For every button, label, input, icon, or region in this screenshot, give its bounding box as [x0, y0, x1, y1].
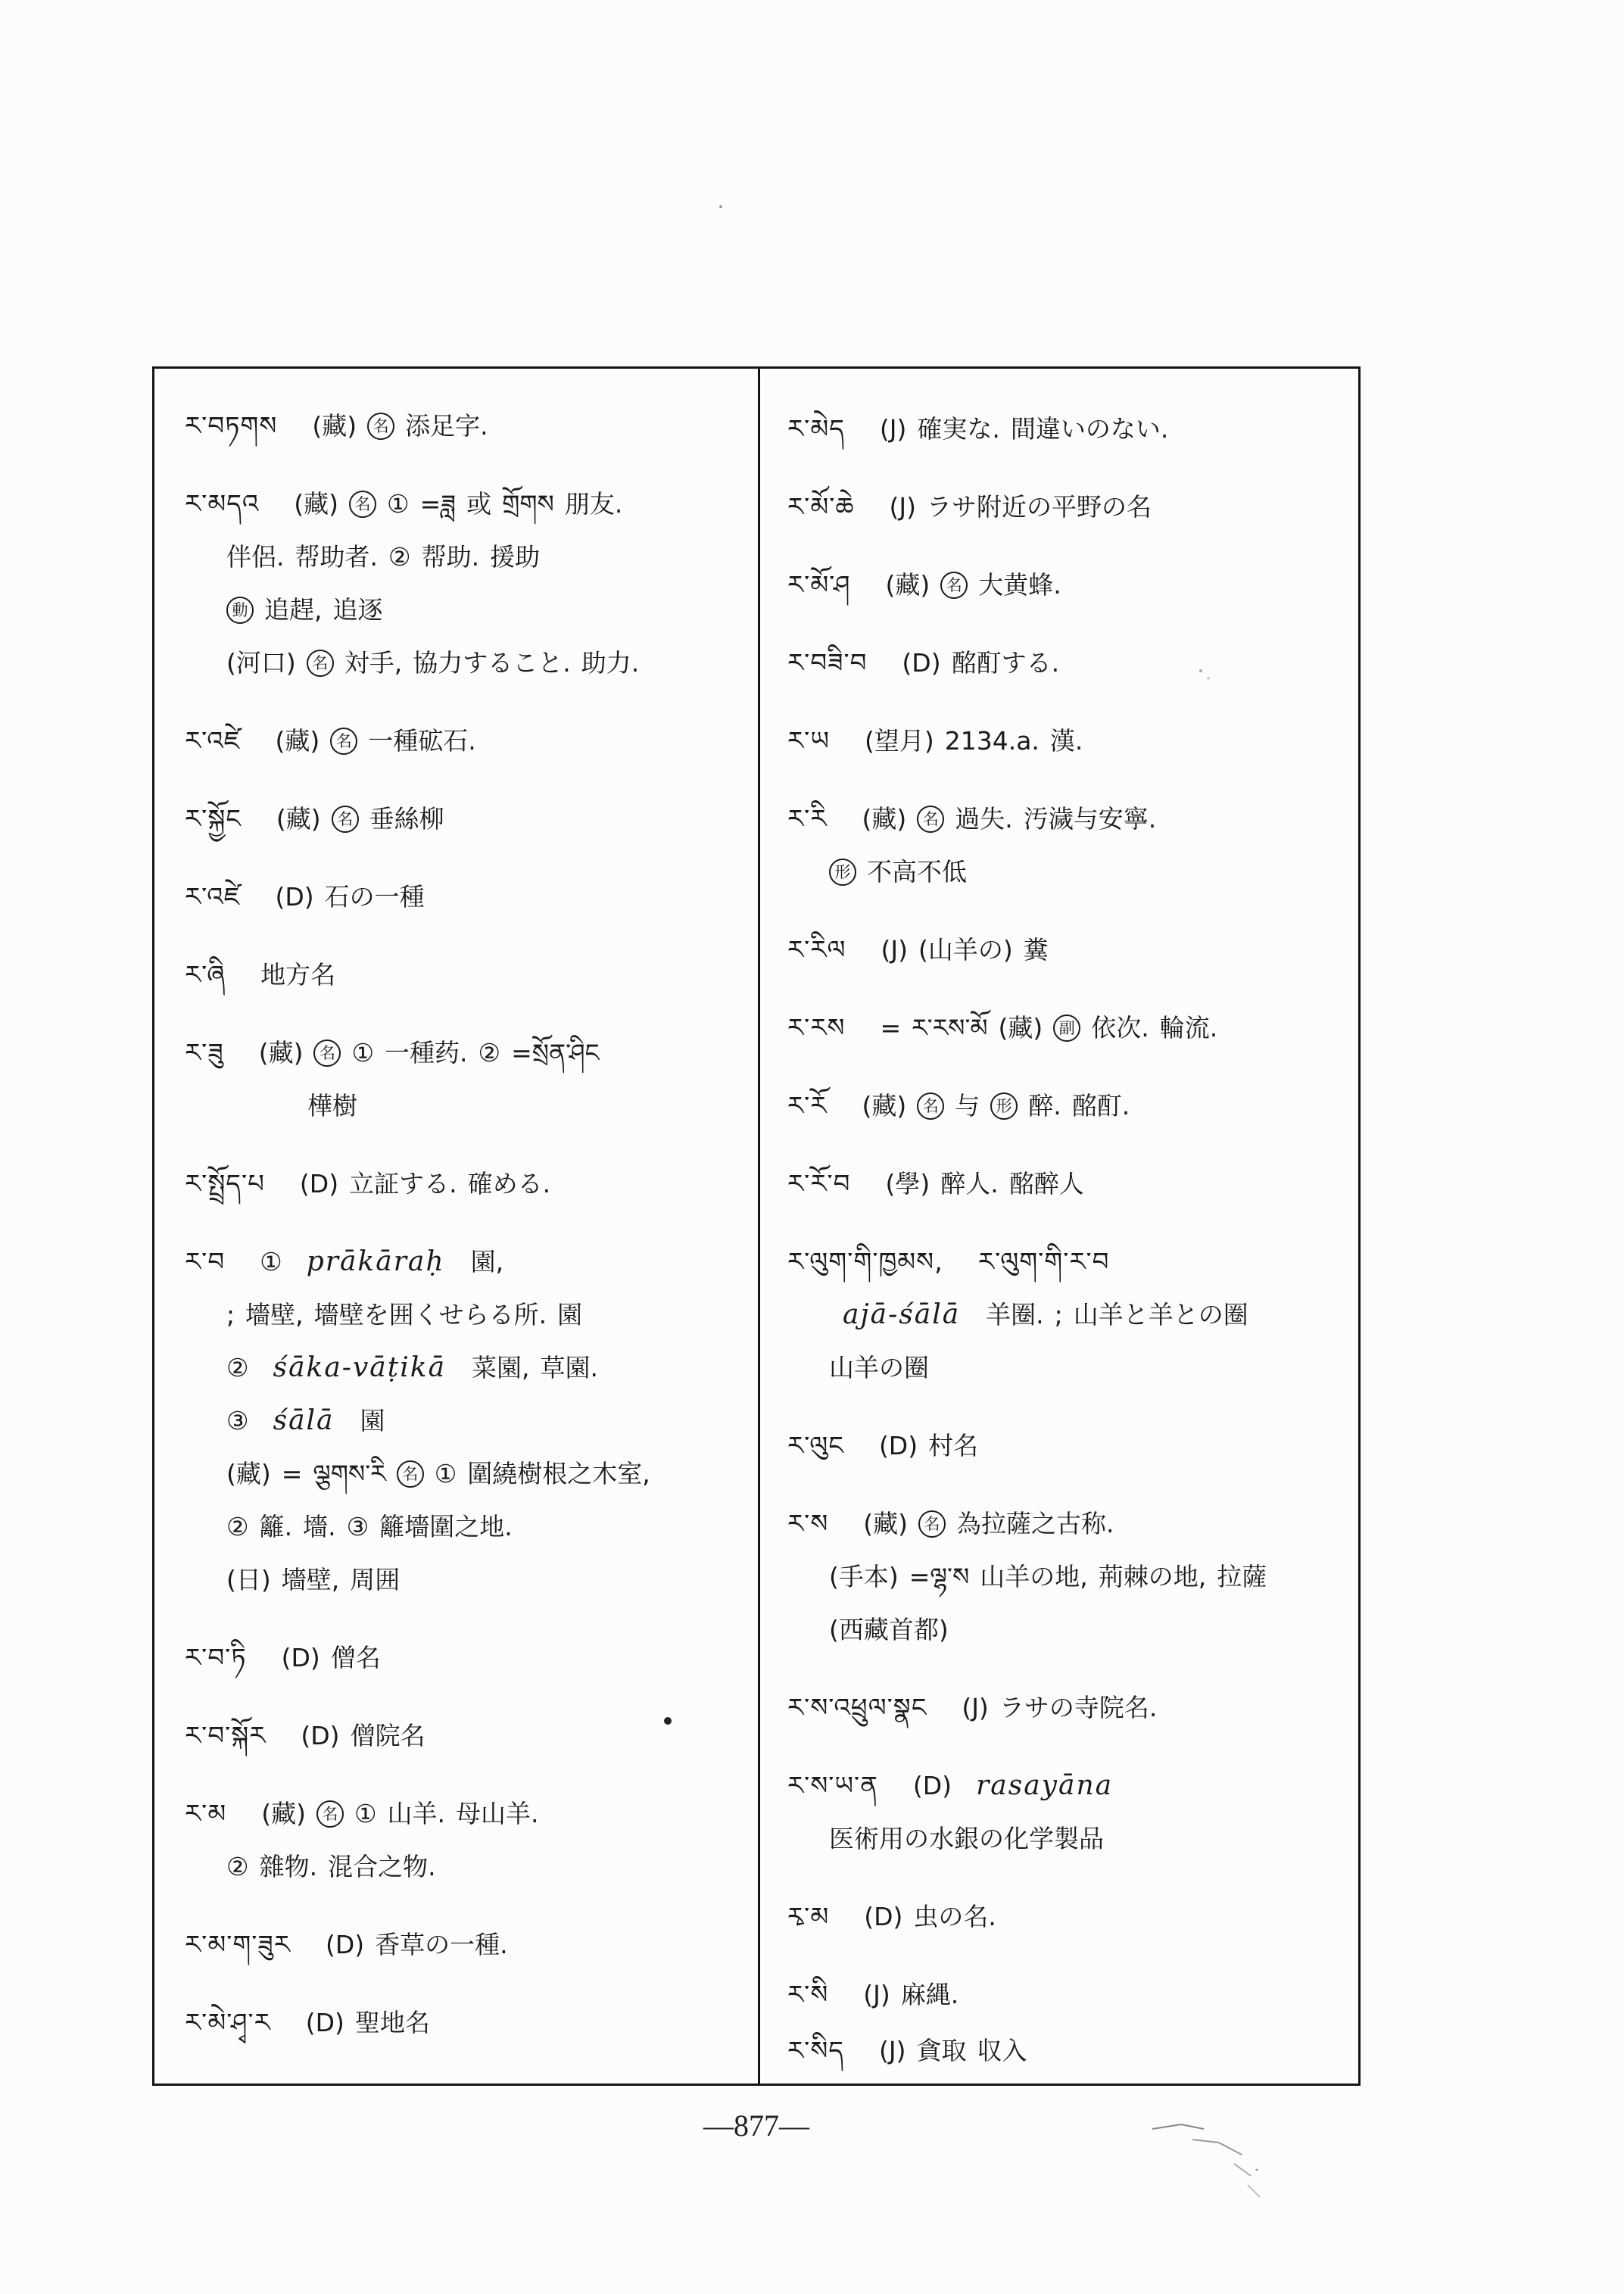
gloss-text: 酩酊. — [1071, 1091, 1130, 1121]
dictionary-entry — [787, 793, 1354, 899]
romanized-sanskrit: ajā-śālā — [843, 1299, 961, 1330]
gloss-text: 羊圈. — [986, 1300, 1044, 1329]
entry-line — [185, 1395, 753, 1448]
entry-line — [185, 584, 753, 637]
entry-line — [185, 1158, 753, 1211]
gloss-text: (J) — [962, 1693, 989, 1722]
gloss-text: 醉. — [1028, 1091, 1061, 1121]
gloss-text: 園 — [557, 1300, 583, 1329]
gloss-text: 雜物. — [259, 1852, 318, 1881]
dictionary-entry — [185, 478, 753, 690]
dictionary-entry — [787, 1420, 1354, 1473]
dictionary-entry — [787, 715, 1354, 768]
dictionary-entry — [787, 559, 1354, 612]
headword: ར་ལུང — [787, 1431, 844, 1461]
gloss-text: 香草の一種. — [375, 1930, 508, 1959]
gloss-text: (藏) — [294, 489, 339, 519]
gloss-text: ② — [226, 1852, 249, 1881]
dictionary-entry — [787, 1236, 1354, 1395]
dictionary-entry — [185, 1788, 753, 1893]
entry-line — [185, 1996, 753, 2049]
headword: ར་རི — [787, 804, 828, 834]
gloss-text: 樺樹 — [307, 1091, 357, 1121]
gloss-text: 籬. — [259, 1512, 293, 1541]
dictionary-entry — [787, 1080, 1354, 1133]
gloss-text: 石の一種 — [324, 882, 425, 912]
gloss-text: 圍繞樹根之木室, — [467, 1459, 650, 1488]
gloss-text: 協力すること. — [413, 648, 571, 678]
headword: ར་མ — [185, 1799, 227, 1829]
headword: ར་རོ་བ — [787, 1169, 851, 1199]
headword: ར་མོ་ཆེ — [787, 492, 855, 522]
entry-line — [787, 559, 1354, 612]
gloss-text: (藏) — [862, 804, 907, 834]
gloss-text: 帮助者. — [295, 542, 378, 572]
circled-label: 名 — [349, 491, 376, 518]
entry-line — [787, 1551, 1354, 1604]
dictionary-entry — [185, 1027, 753, 1133]
entry-line — [787, 1759, 1354, 1812]
dictionary-entry — [787, 924, 1354, 977]
gloss-text: (D) — [301, 1721, 340, 1750]
gloss-text: 依次. — [1091, 1013, 1149, 1043]
gloss-text: 僧名 — [330, 1643, 381, 1672]
circled-label: 名 — [307, 650, 334, 677]
dictionary-entry — [185, 400, 753, 453]
gloss-text: གྲོགས — [502, 489, 554, 519]
gloss-text: 荊棘の地, — [1098, 1562, 1207, 1591]
gloss-text: 墻. — [303, 1512, 336, 1541]
gloss-text: 墻壁, — [281, 1565, 340, 1594]
gloss-text: 山羊の圈 — [829, 1353, 929, 1382]
circled-label: 名 — [332, 806, 359, 833]
gloss-text: 汚濊与安寧. — [1023, 804, 1157, 834]
gloss-text: ③ — [226, 1406, 249, 1435]
entry-line — [185, 1554, 753, 1607]
gloss-text: (藏) — [885, 570, 930, 600]
gloss-text: (D) — [864, 1902, 903, 1931]
entry-line — [185, 1342, 753, 1395]
gloss-text: 母山羊. — [456, 1799, 539, 1828]
gloss-text: 混合之物. — [328, 1852, 436, 1881]
gloss-text: 添足字. — [405, 411, 488, 441]
headword: ར་རོ — [787, 1091, 828, 1121]
gloss-text: 僧院名 — [350, 1721, 425, 1750]
gloss-text: ལྕགས་རི — [313, 1459, 386, 1488]
circled-label: 副 — [1053, 1015, 1080, 1042]
gloss-text: ① — [351, 1038, 375, 1068]
dictionary-entry — [787, 1002, 1354, 1055]
headword: ར་ཞི — [185, 960, 226, 990]
gloss-text: (日) — [226, 1565, 271, 1594]
gloss-text: 村名 — [928, 1431, 979, 1460]
gloss-text: ラサの寺院名. — [999, 1693, 1158, 1722]
gloss-text: 確実な. — [917, 414, 1000, 444]
dictionary-entry — [787, 1890, 1354, 1943]
gloss-text: ② — [226, 1353, 249, 1382]
gloss-text: 周囲 — [350, 1565, 401, 1594]
gloss-text: ② — [388, 542, 411, 572]
entry-line — [787, 403, 1354, 456]
gloss-text: (D) — [902, 648, 941, 678]
gloss-text: 朋友. — [564, 489, 623, 519]
gloss-text: 伴侶. — [226, 542, 285, 572]
gloss-text: 酩醉人 — [1008, 1169, 1084, 1198]
gloss-text: 大黄蜂. — [978, 570, 1061, 600]
gloss-text: (D) — [912, 1771, 952, 1800]
gloss-text: (D) — [325, 1930, 365, 1959]
dictionary-entry — [787, 1158, 1354, 1211]
gloss-text: 聖地名 — [354, 2008, 430, 2037]
gloss-text: 拉薩 — [1217, 1562, 1267, 1591]
headword: ར་བ་སྐོར — [185, 1721, 267, 1751]
dictionary-entry — [787, 1968, 1354, 2021]
entry-line — [185, 1710, 753, 1763]
left-column — [154, 369, 758, 2084]
gloss-text: 援助 — [490, 542, 541, 572]
gloss-text: ① — [354, 1799, 377, 1828]
headword: ར་རིལ — [787, 935, 846, 965]
gloss-text: 山羊と羊との圈 — [1073, 1300, 1248, 1329]
entry-line — [185, 1788, 753, 1840]
entry-line — [787, 1812, 1354, 1865]
dictionary-entry — [185, 793, 753, 846]
entry-line — [787, 924, 1354, 977]
gloss-text: (藏) — [862, 1091, 907, 1121]
gloss-text: (學) — [885, 1169, 930, 1198]
gloss-text: ③ — [346, 1512, 369, 1541]
headword: ར་བ — [185, 1247, 226, 1277]
romanized-sanskrit: prākāraḥ — [306, 1246, 445, 1277]
entry-line — [787, 715, 1354, 768]
dictionary-entry — [185, 715, 753, 768]
gloss-text: =སྲོན་ཤིང — [511, 1038, 600, 1068]
dictionary-entry — [185, 1918, 753, 1971]
headword: ར་ཡ — [787, 726, 830, 756]
entry-line — [185, 400, 753, 453]
gloss-text: ラサ附近の平野の名 — [927, 492, 1152, 522]
entry-line — [787, 637, 1354, 690]
headword: ར་མེད — [787, 414, 845, 444]
gloss-text: 収入 — [977, 2036, 1027, 2065]
dictionary-entry — [787, 2024, 1354, 2077]
circled-label: 名 — [917, 1092, 944, 1120]
entry-line — [787, 1342, 1354, 1395]
gloss-text: 2134.a. — [944, 726, 1040, 756]
gloss-text: (望月) — [864, 726, 934, 756]
dictionary-entry — [787, 481, 1354, 534]
gloss-text: (J) — [881, 935, 908, 965]
gloss-text: (J) — [889, 492, 917, 522]
entry-line — [787, 1604, 1354, 1657]
dictionary-entry — [787, 403, 1354, 456]
gloss-text: (藏) — [276, 804, 321, 834]
entry-line — [787, 793, 1354, 846]
dictionary-entry — [185, 1996, 753, 2049]
entry-line — [185, 949, 753, 1002]
circled-label: 名 — [918, 1510, 946, 1538]
dictionary-frame — [152, 366, 1361, 2086]
gloss-text: ① — [260, 1247, 282, 1276]
dictionary-entry — [185, 871, 753, 924]
gloss-text: 一種砿石. — [368, 726, 476, 756]
gloss-text: ② — [226, 1512, 249, 1541]
entry-line — [787, 1002, 1354, 1055]
dictionary-entry — [185, 1236, 753, 1607]
gloss-text: (河口) — [226, 648, 296, 678]
gloss-text: 貪取 — [916, 2036, 967, 2065]
entry-line — [787, 1236, 1354, 1289]
entry-line — [787, 481, 1354, 534]
headword: ར་མེ་ཤྭ་ར — [185, 2008, 271, 2038]
gloss-text: 追逐 — [332, 595, 383, 625]
headword: རྭ་མ — [787, 1902, 830, 1932]
gloss-text: (手本) — [829, 1562, 899, 1591]
entry-line — [185, 1236, 753, 1289]
gloss-text: 虫の名. — [913, 1902, 996, 1931]
headword: ར་སི — [787, 1980, 829, 2010]
circled-label: 名 — [940, 572, 968, 599]
gloss-text: 酩酊する. — [951, 648, 1060, 678]
entry-line — [787, 2024, 1354, 2077]
entry-line — [185, 1840, 753, 1893]
gloss-text: 墻壁を囲くせらる所. — [313, 1300, 547, 1329]
gloss-text: 籬墻圍之地. — [379, 1512, 513, 1541]
headword: ར་བ་ཏི — [185, 1643, 247, 1673]
gloss-text: 輪流. — [1159, 1013, 1218, 1043]
gloss-text: (西藏首都) — [829, 1615, 949, 1644]
gloss-text: (藏) — [312, 411, 357, 441]
entry-line — [185, 1501, 753, 1554]
circled-label: 名 — [917, 806, 944, 833]
entry-line — [787, 846, 1354, 899]
entry-line — [185, 1080, 753, 1133]
entry-line — [185, 1027, 753, 1080]
gloss-text: ; — [226, 1300, 235, 1329]
entry-line — [185, 1448, 753, 1501]
entry-line — [185, 637, 753, 690]
gloss-text: 菜園, — [472, 1353, 530, 1382]
gloss-text: ② — [478, 1038, 501, 1068]
gloss-text: 園 — [360, 1406, 385, 1435]
headword: ར་འཛེ — [185, 882, 241, 912]
entry-line — [787, 1890, 1354, 1943]
gloss-text: (藏) — [258, 1038, 304, 1068]
gloss-text: 墻壁, — [245, 1300, 304, 1329]
gloss-text: 糞 — [1023, 935, 1049, 965]
entry-line — [787, 1420, 1354, 1473]
entry-line — [185, 871, 753, 924]
headword: ར་མོ་ཤ — [787, 570, 851, 600]
headword: ར་མ་ག་ཟུར — [185, 1930, 291, 1960]
gloss-text: ① — [434, 1459, 457, 1488]
entry-line — [787, 1158, 1354, 1211]
circled-label: 名 — [330, 728, 357, 755]
entry-line — [787, 1682, 1354, 1735]
gloss-text: 確める. — [467, 1169, 551, 1198]
gloss-text: 山羊. — [387, 1799, 446, 1828]
gloss-text: (藏) — [863, 1509, 909, 1538]
circled-label: 名 — [397, 1460, 424, 1488]
gloss-text: = — [281, 1459, 303, 1488]
gloss-text: 垂絲柳 — [369, 804, 444, 834]
gloss-text: 間違いのない. — [1010, 414, 1169, 444]
gloss-text: 醉人. — [940, 1169, 999, 1198]
entry-line — [185, 793, 753, 846]
gloss-text: (藏) — [998, 1013, 1043, 1043]
headword: ར་ལུག་གི་ཁྱམས, — [787, 1247, 943, 1277]
page-number: —877— — [703, 2109, 809, 2143]
gloss-text: 過失. — [955, 804, 1013, 834]
entry-line — [185, 531, 753, 584]
headword: ར་བཟི་བ — [787, 648, 868, 678]
circled-label: 名 — [313, 1039, 341, 1067]
headword: ར་ས་འཕྲུལ་སྣང — [787, 1693, 927, 1723]
gloss-text: (山羊の) — [918, 935, 1013, 965]
gloss-text: ; — [1054, 1300, 1063, 1329]
gloss-text: 追趕, — [264, 595, 323, 625]
gloss-text: =ལྷ་ས — [909, 1562, 970, 1591]
circled-label: 名 — [367, 413, 394, 440]
entry-line — [787, 1289, 1354, 1342]
entry-line — [185, 715, 753, 768]
gloss-text: (J) — [879, 414, 907, 444]
entry-line — [185, 1289, 753, 1342]
gloss-text: 助力. — [581, 648, 640, 678]
gloss-text: (藏) — [275, 726, 320, 756]
entry-line — [787, 1968, 1354, 2021]
gloss-text: 対手, — [344, 648, 403, 678]
headword: ར་ལུག་གི་ར་བ — [977, 1247, 1110, 1277]
entry-line — [185, 1918, 753, 1971]
entry-line — [787, 1080, 1354, 1133]
headword: ར་རས — [787, 1013, 846, 1043]
circled-label: 名 — [316, 1800, 344, 1828]
gloss-text: (J) — [863, 1980, 890, 2009]
gloss-text: 医術用の水銀の化学製品 — [829, 1824, 1104, 1853]
gloss-text: (D) — [299, 1169, 339, 1198]
right-column — [760, 369, 1358, 2084]
gloss-text: (D) — [305, 2008, 344, 2037]
gloss-text: 為拉薩之古称. — [956, 1509, 1114, 1538]
headword: ར་ས་ཡ་ན — [787, 1771, 878, 1801]
dictionary-entry — [787, 1498, 1354, 1657]
gloss-text: 一種药. — [385, 1038, 468, 1068]
headword: ར་སྤྲོད་པ — [185, 1169, 265, 1199]
entry-line — [787, 1498, 1354, 1551]
entry-line — [185, 478, 753, 531]
headword: ར་ས — [787, 1509, 829, 1539]
headword: ར་མདའ — [185, 489, 260, 519]
romanized-sanskrit: śāka-vāṭikā — [273, 1352, 447, 1383]
gloss-text: 漢. — [1049, 726, 1083, 756]
gloss-text: (藏) — [226, 1459, 271, 1488]
dictionary-entry — [185, 949, 753, 1002]
gloss-text: (J) — [878, 2036, 906, 2065]
gloss-text: 草園. — [540, 1353, 599, 1382]
gloss-text: 山羊の地, — [980, 1562, 1088, 1591]
gloss-text: 帮助. — [421, 542, 480, 572]
dictionary-entry — [787, 637, 1354, 690]
gloss-text: 或 — [466, 489, 492, 519]
dictionary-entry — [185, 1632, 753, 1685]
gloss-text: 与 — [955, 1091, 980, 1121]
gloss-text: =ཟླ — [419, 489, 457, 519]
dictionary-entry — [185, 1710, 753, 1763]
circled-label: 形 — [990, 1092, 1018, 1120]
gloss-text: ① — [387, 489, 410, 519]
dictionary-entry — [185, 1158, 753, 1211]
gloss-text: (藏) — [261, 1799, 306, 1828]
headword: ར་སྐྱོང — [185, 804, 242, 834]
headword: ར་ཟུ — [185, 1038, 224, 1068]
gloss-text: (D) — [275, 882, 314, 912]
headword: ར་འཛེ — [185, 726, 241, 756]
dictionary-entry — [787, 1682, 1354, 1735]
gloss-text: 立証する. — [349, 1169, 457, 1198]
gloss-text: ར་རས་མོ — [912, 1013, 988, 1043]
dictionary-entry — [787, 1759, 1354, 1865]
romanized-sanskrit: śālā — [273, 1405, 335, 1436]
gloss-text: 園, — [470, 1247, 504, 1276]
gloss-text: 不高不低 — [867, 857, 967, 887]
gloss-text: = — [880, 1013, 902, 1043]
circled-label: 動 — [226, 597, 254, 624]
romanized-sanskrit: rasayāna — [976, 1770, 1114, 1801]
entry-line — [185, 1632, 753, 1685]
headword: ར་སིད — [787, 2036, 844, 2066]
headword: ར་བཏགས — [185, 411, 278, 441]
gloss-text: 地方名 — [260, 960, 336, 990]
circled-label: 形 — [829, 859, 856, 886]
gloss-text: (D) — [878, 1431, 918, 1460]
gloss-text: (D) — [281, 1643, 320, 1672]
gloss-text: 麻縄. — [900, 1980, 959, 2009]
